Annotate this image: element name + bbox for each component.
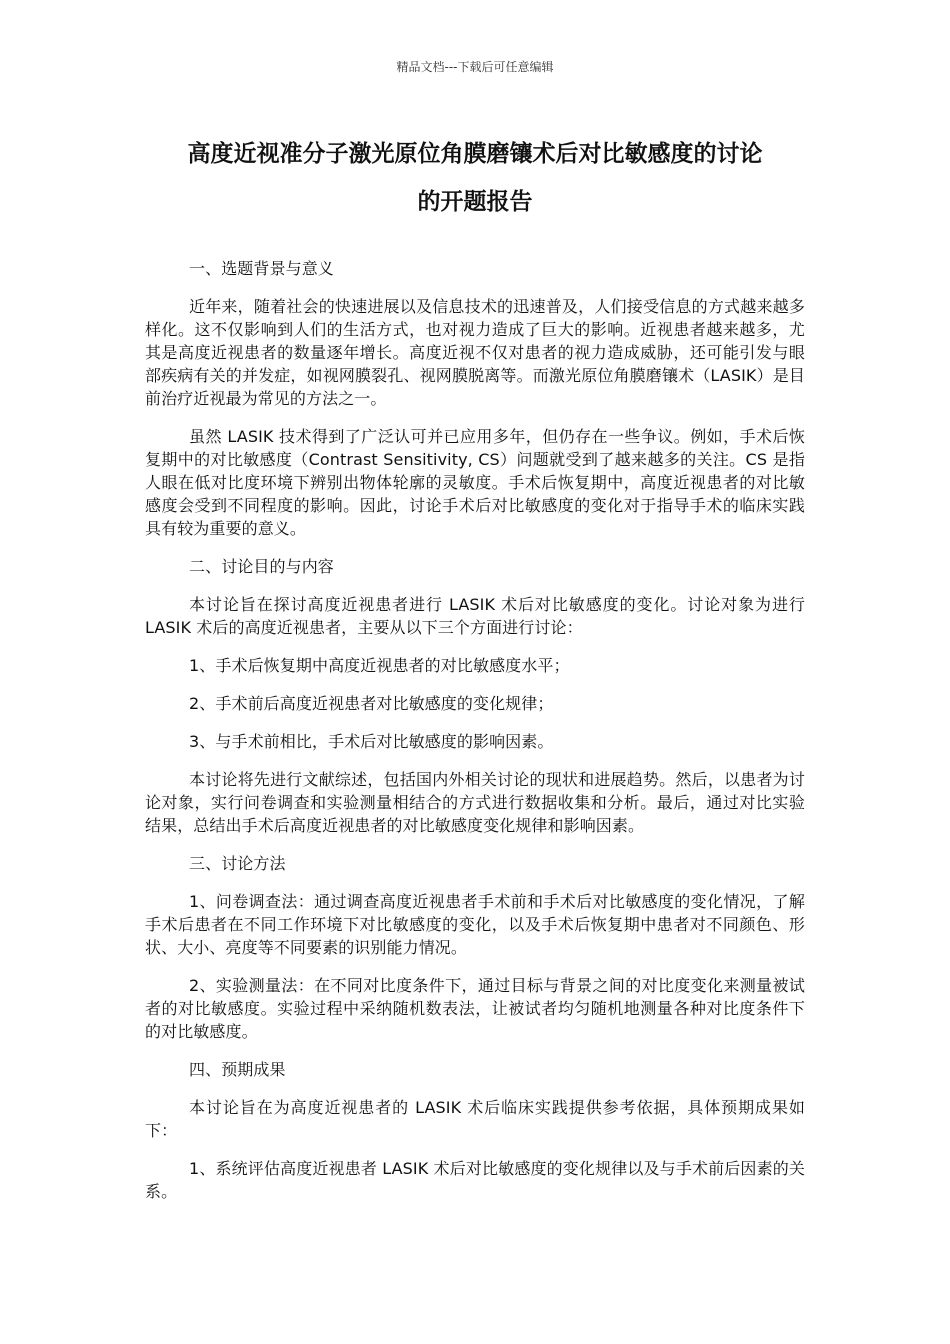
list-item-purpose-3: 3、与手术前相比，手术后对比敏感度的影响因素。 (189, 732, 554, 751)
list-item-outcome-1: 1、系统评估高度近视患者 LASIK 术后对比敏感度的变化规律以及与手术前后因素的关系。 (145, 1159, 805, 1201)
section-heading-methods: 三、讨论方法 (189, 854, 286, 873)
list-item-purpose-1: 1、手术后恢复期中高度近视患者的对比敏感度水平； (189, 656, 570, 675)
section-heading-outcomes: 四、预期成果 (189, 1060, 286, 1079)
paragraph-method-survey: 1、问卷调查法：通过调查高度近视患者手术前和手术后对比敏感度的变化情况，了解手术后患者在不同工作环境下对比敏感度的变化，以及手术后恢复期中患者对不同颜色、形状、大小、亮度等不同要素的识别能力情况。 (145, 892, 805, 957)
title-line-2: 的开题报告 (417, 189, 533, 215)
section-heading-background: 一、选题背景与意义 (189, 259, 334, 278)
title-line-1: 高度近视准分子激光原位角膜磨镶术后对比敏感度的讨论 (187, 141, 763, 167)
paragraph-background-2: 虽然 LASIK 技术得到了广泛认可并已应用多年，但仍存在一些争议。例如，手术后恢复期中的对比敏感度（Contrast Sensitivity, CS）问题就受到了越来越多的关注。CS 是指人眼在低对比度环境下辨别出物体轮廓的灵敏度。手术后恢复期中，高度近视患者的对比敏感度会受到不同程度的影响。因此，讨论手术后对比敏感度的变化对于指导手术的临床实践具有较为重要的意义。 (145, 427, 805, 538)
paragraph-method-experiment: 2、实验测量法：在不同对比度条件下，通过目标与背景之间的对比度变化来测量被试者的对比敏感度。实验过程中采纳随机数表法，让被试者均匀随机地测量各种对比度条件下的对比敏感度。 (145, 976, 805, 1041)
section-heading-purpose: 二、讨论目的与内容 (189, 557, 334, 576)
paragraph-outcomes-intro: 本讨论旨在为高度近视患者的 LASIK 术后临床实践提供参考依据，具体预期成果如下： (145, 1098, 805, 1140)
list-item-purpose-2: 2、手术前后高度近视患者对比敏感度的变化规律； (189, 694, 554, 713)
document-title (145, 130, 805, 226)
paragraph-purpose-intro: 本讨论旨在探讨高度近视患者进行 LASIK 术后对比敏感度的变化。讨论对象为进行 LASIK 术后的高度近视患者，主要从以下三个方面进行讨论： (145, 595, 805, 637)
page-header: 精品文档---下载后可任意编辑 (396, 60, 554, 74)
paragraph-purpose-plan: 本讨论将先进行文献综述，包括国内外相关讨论的现状和进展趋势。然后，以患者为讨论对象，实行问卷调查和实验测量相结合的方式进行数据收集和分析。最后，通过对比实验结果，总结出手术后高度近视患者的对比敏感度变化规律和影响因素。 (145, 770, 805, 835)
paragraph-background-1: 近年来，随着社会的快速进展以及信息技术的迅速普及，人们接受信息的方式越来越多样化。这不仅影响到人们的生活方式，也对视力造成了巨大的影响。近视患者越来越多，尤其是高度近视患者的数量逐年增长。高度近视不仅对患者的视力造成威胁，还可能引发与眼部疾病有关的并发症，如视网膜裂孔、视网膜脱离等。而激光原位角膜磨镶术（LASIK）是目前治疗近视最为常见的方法之一。 (145, 297, 805, 408)
document-body (145, 257, 805, 1218)
